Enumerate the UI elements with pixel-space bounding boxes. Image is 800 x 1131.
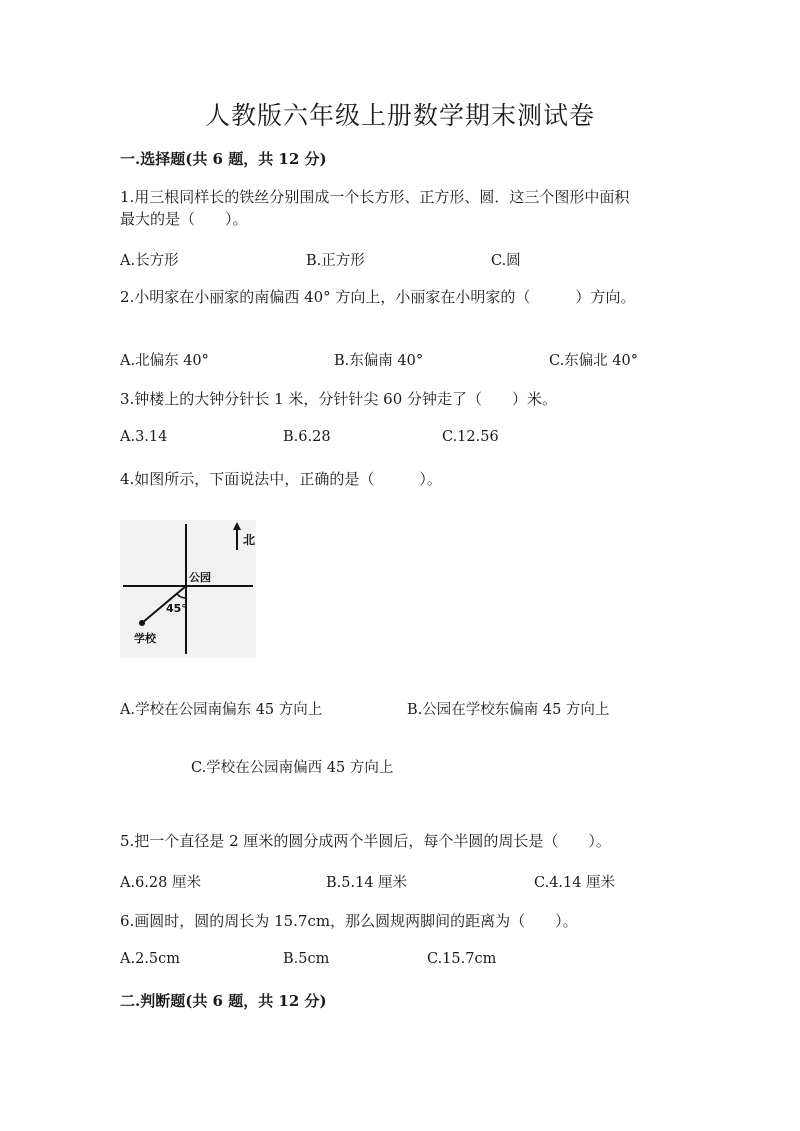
question-1-stem-line-1: 1.用三根同样长的铁丝分别围成一个长方形、正方形、圆．这三个图形中面积: [120, 188, 630, 206]
question-3-option-a[interactable]: A.3.14: [120, 429, 168, 445]
question-6-stem: 6.画圆时，圆的周长为 15.7cm，那么圆规两脚间的距离为（ ）。: [120, 912, 578, 930]
question-1-option-a[interactable]: A.长方形: [120, 253, 179, 269]
question-5-option-a[interactable]: A.6.28 厘米: [120, 875, 201, 891]
question-3-stem: 3.钟楼上的大钟分针长 1 米，分针针尖 60 分钟走了（ ）米。: [120, 390, 558, 408]
question-6-option-c[interactable]: C.15.7cm: [427, 951, 497, 967]
section-heading-true-false: 二.判断题(共 6 题，共 12 分): [120, 992, 327, 1010]
question-2-option-b[interactable]: B.东偏南 40°: [334, 353, 424, 369]
question-6-option-b[interactable]: B.5cm: [283, 951, 330, 967]
question-2-option-a[interactable]: A.北偏东 40°: [120, 353, 209, 369]
section-heading-choice: 一.选择题(共 6 题，共 12 分): [120, 150, 327, 168]
question-4-option-b[interactable]: B.公园在学校东偏南 45 方向上: [407, 702, 610, 718]
question-1-option-c[interactable]: C.圆: [491, 253, 521, 269]
direction-figure: [120, 520, 256, 658]
question-2-option-c[interactable]: C.东偏北 40°: [549, 353, 638, 369]
question-4-stem: 4.如图所示，下面说法中，正确的是（ ）。: [120, 470, 442, 488]
north-label: 北: [243, 533, 256, 547]
question-1-option-b[interactable]: B.正方形: [306, 253, 365, 269]
school-point: [139, 620, 145, 626]
question-4-option-c[interactable]: C.学校在公园南偏西 45 方向上: [191, 760, 394, 776]
question-5-option-c[interactable]: C.4.14 厘米: [534, 875, 616, 891]
angle-label: 45°: [166, 602, 187, 615]
question-3-option-c[interactable]: C.12.56: [442, 429, 499, 445]
page-title: 人教版六年级上册数学期末测试卷: [204, 101, 595, 130]
question-6-option-a[interactable]: A.2.5cm: [120, 951, 181, 967]
park-label: 公园: [189, 571, 211, 584]
question-5-option-b[interactable]: B.5.14 厘米: [326, 875, 408, 891]
question-2-stem: 2.小明家在小丽家的南偏西 40° 方向上，小丽家在小明家的（ ）方向。: [120, 288, 636, 306]
question-5-stem: 5.把一个直径是 2 厘米的圆分成两个半圆后，每个半圆的周长是（ ）。: [120, 832, 611, 850]
question-3-option-b[interactable]: B.6.28: [283, 429, 331, 445]
question-1-stem-line-2: 最大的是（ ）。: [120, 210, 248, 228]
school-label: 学校: [134, 632, 156, 645]
question-4-option-a[interactable]: A.学校在公园南偏东 45 方向上: [120, 702, 323, 718]
